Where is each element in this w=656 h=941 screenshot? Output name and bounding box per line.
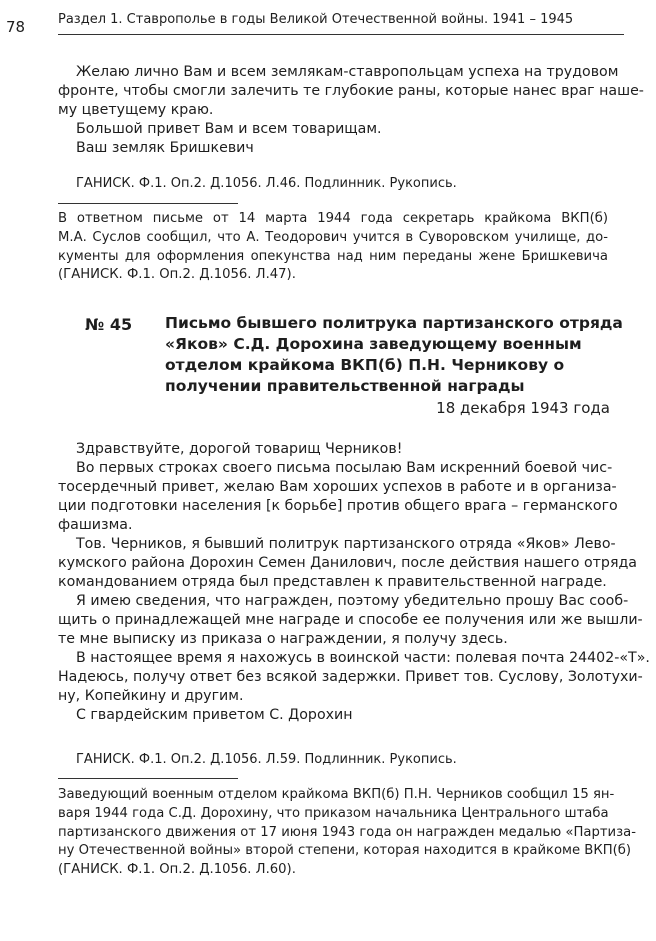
title-line: отделом крайкома ВКП(б) П.Н. Черникову о xyxy=(165,356,565,374)
page-number: 78 xyxy=(6,18,26,36)
header-rule xyxy=(58,34,624,35)
text-line: щить о принадлежащей мне награде и способе ее получения или же вышли- xyxy=(58,612,643,628)
text-line: Тов. Черников, я бывший политрук партизанского отряда «Яков» Лево- xyxy=(76,536,616,552)
text-line: Во первых строках своего письма посылаю Вам искренний боевой чис- xyxy=(76,460,613,476)
document-title xyxy=(165,313,623,397)
note-line: (ГАНИСК. Ф.1. Оп.2. Д.1056. Л.47). xyxy=(58,267,296,283)
closing-greeting: Большой привет Вам и всем товарищам. xyxy=(76,121,382,137)
note-line: Заведующий военным отделом крайкома ВКП(б) П.Н. Черников сообщил 15 ян- xyxy=(58,787,615,802)
title-line: получении правительственной награды xyxy=(165,377,525,395)
text-line: те мне выписку из приказа о награждении, я получу здесь. xyxy=(58,631,508,647)
signature: С гвардейским приветом С. Дорохин xyxy=(76,707,353,723)
text-line: ну, Копейкину и другим. xyxy=(58,688,244,704)
text-line: фашизма. xyxy=(58,517,133,533)
text-line: Желаю лично Вам и всем землякам-ставропольцам успеха на трудовом xyxy=(76,64,619,80)
title-line: Письмо бывшего политрука партизанского отряда xyxy=(165,314,623,332)
note-line: варя 1944 года С.Д. Дорохину, что приказом начальника Центрального штаба xyxy=(58,805,609,821)
signature: Ваш земляк Бришкевич xyxy=(76,140,254,156)
note-line: М.А. Суслов сообщил, что А. Теодорович учится в Суворовском училище, до- xyxy=(58,229,608,245)
previous-letter-end xyxy=(58,63,644,158)
document-number: № 45 xyxy=(85,315,133,334)
text-line: му цветущему краю. xyxy=(58,102,214,118)
text-line: тосердечный привет, желаю Вам хороших успехов в работе и в организа- xyxy=(58,479,617,495)
text-line: Я имею сведения, что награжден, поэтому убедительно прошу Вас сооб- xyxy=(76,593,629,609)
salutation: Здравствуйте, дорогой товарищ Черников! xyxy=(76,441,403,457)
text-line: фронте, чтобы смогли залечить те глубокие раны, которые нанес враг наше- xyxy=(58,83,644,99)
note-line: (ГАНИСК. Ф.1. Оп.2. Д.1056. Л.60). xyxy=(58,862,296,878)
editorial-note xyxy=(58,210,608,285)
letter-body xyxy=(58,440,650,725)
note-line: партизанского движения от 17 июня 1943 года он награжден медалью «Партиза- xyxy=(58,824,636,840)
note-line: кументы для оформления опекунства над ним переданы жене Бришкевича xyxy=(58,248,608,264)
editorial-note xyxy=(58,786,636,880)
note-line: ну Отечественной войны» второй степени, которая находится в крайкоме ВКП(б) xyxy=(58,843,632,859)
text-line: В настоящее время я нахожусь в воинской части: полевая почта 24402-«Т». xyxy=(76,650,650,666)
archive-reference: ГАНИСК. Ф.1. Оп.2. Д.1056. Л.46. Подлинник. Рукопись. xyxy=(76,176,457,191)
text-line: Надеюсь, получу ответ без всякой задержки. Привет тов. Суслову, Золотухи- xyxy=(58,669,643,685)
note-line: В ответном письме от 14 марта 1944 года секретарь крайкома ВКП(б) xyxy=(58,211,608,226)
document-date: 18 декабря 1943 года xyxy=(436,399,610,417)
footnote-rule xyxy=(58,203,238,204)
archive-reference: ГАНИСК. Ф.1. Оп.2. Д.1056. Л.59. Подлинник. Рукопись. xyxy=(76,752,457,767)
running-head: Раздел 1. Ставрополье в годы Великой Отечественной войны. 1941 – 1945 xyxy=(58,12,574,27)
footnote-rule xyxy=(58,778,238,779)
text-line: командованием отряда был представлен к правительственной награде. xyxy=(58,574,607,590)
text-line: кумского района Дорохин Семен Данилович, после действия нашего отряда xyxy=(58,555,637,571)
text-line: ции подготовки населения [к борьбе] против общего врага – германского xyxy=(58,498,618,514)
title-line: «Яков» С.Д. Дорохина заведующему военным xyxy=(165,335,582,353)
